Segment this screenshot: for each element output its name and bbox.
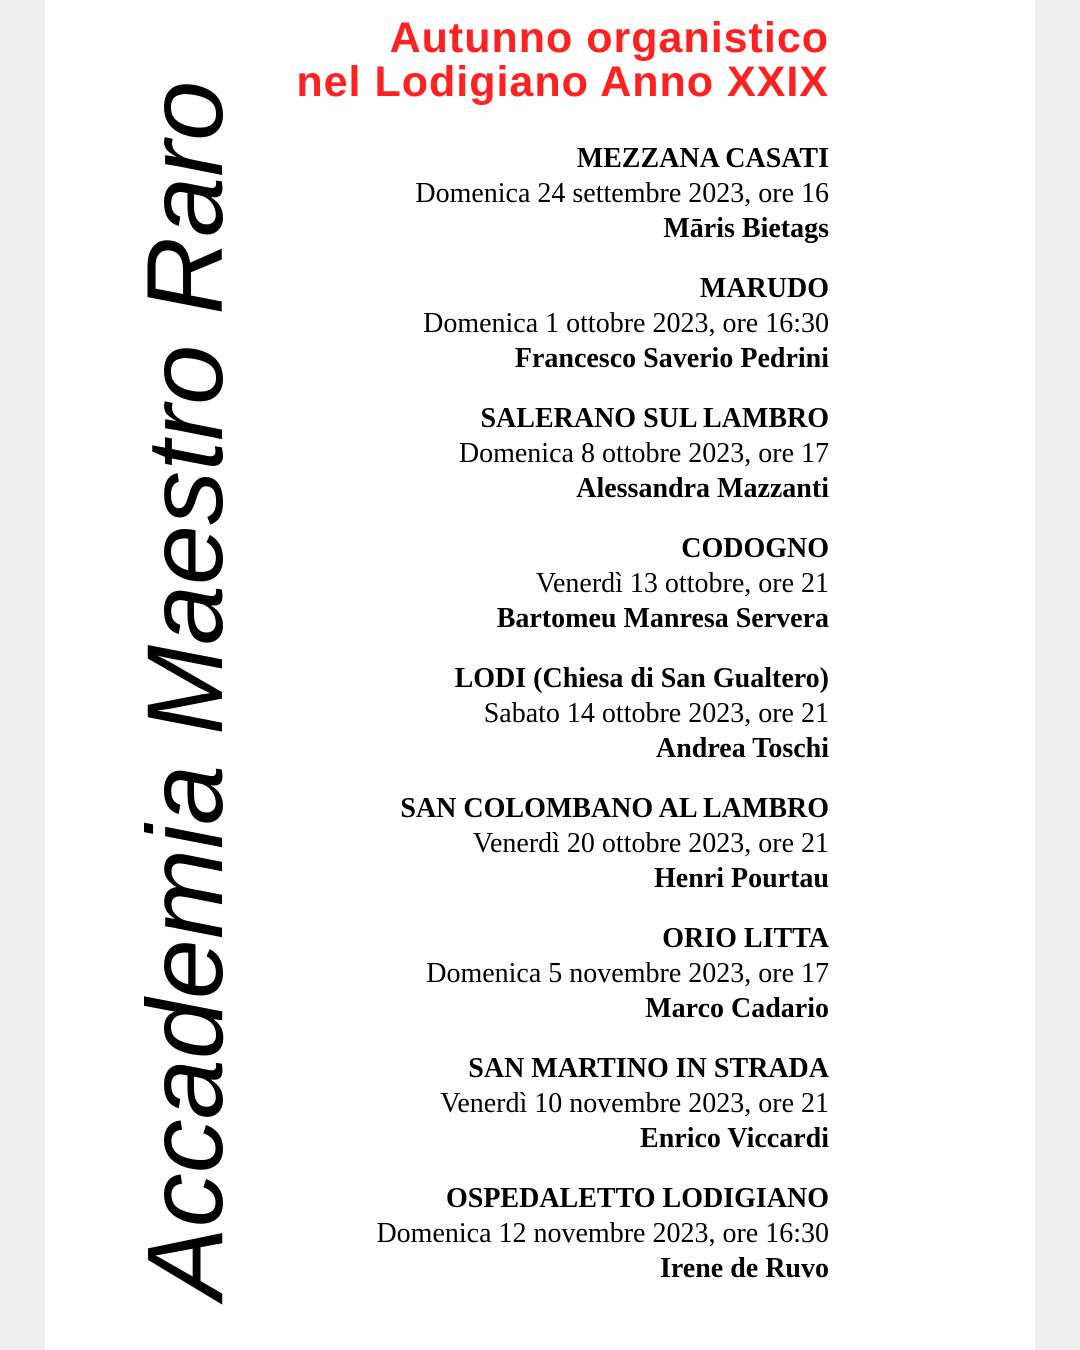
- event-performer: Alessandra Mazzanti: [576, 473, 829, 504]
- event-date: Domenica 5 novembre 2023, ore 17: [426, 958, 829, 989]
- event-performer: Andrea Toschi: [656, 733, 829, 764]
- festival-heading: [296, 16, 829, 104]
- event-place: SALERANO SUL LAMBRO: [480, 403, 829, 434]
- event-performer: Irene de Ruvo: [659, 1253, 829, 1284]
- event-item: [376, 661, 829, 791]
- event-date: Domenica 1 ottobre 2023, ore 16:30: [423, 308, 829, 339]
- event-place: LODI (Chiesa di San Gualtero): [454, 663, 829, 694]
- heading-line-1: Autunno organistico: [389, 14, 829, 62]
- event-performer: Māris Bietags: [663, 213, 829, 244]
- event-place: MARUDO: [699, 273, 829, 304]
- event-date: Venerdì 13 ottobre, ore 21: [535, 568, 829, 599]
- event-place: ORIO LITTA: [662, 923, 829, 954]
- event-performer: Francesco Saverio Pedrini: [514, 343, 829, 374]
- event-performer: Bartomeu Manresa Servera: [496, 603, 829, 634]
- event-place: SAN COLOMBANO AL LAMBRO: [400, 793, 829, 824]
- event-item: [376, 141, 829, 271]
- event-date: Domenica 8 ottobre 2023, ore 17: [458, 438, 829, 469]
- event-item: [376, 791, 829, 921]
- event-place: MEZZANA CASATI: [576, 143, 829, 174]
- event-date: Sabato 14 ottobre 2023, ore 21: [483, 698, 829, 729]
- event-item: [376, 271, 829, 401]
- event-date: Domenica 12 novembre 2023, ore 16:30: [376, 1218, 829, 1249]
- event-performer: Henri Pourtau: [654, 863, 829, 894]
- event-list: [376, 141, 829, 1311]
- event-item: [376, 531, 829, 661]
- vertical-title: Accademia Maestro Raro: [124, 80, 245, 1300]
- event-date: Venerdì 20 ottobre 2023, ore 21: [472, 828, 829, 859]
- event-item: [376, 921, 829, 1051]
- event-place: SAN MARTINO IN STRADA: [468, 1053, 829, 1084]
- poster-page: [45, 0, 1035, 1350]
- event-place: OSPEDALETTO LODIGIANO: [445, 1183, 829, 1214]
- event-performer: Marco Cadario: [645, 993, 829, 1024]
- event-item: [376, 1051, 829, 1181]
- event-item: [376, 1181, 829, 1311]
- event-place: CODOGNO: [681, 533, 829, 564]
- event-date: Domenica 24 settembre 2023, ore 16: [415, 178, 829, 209]
- event-performer: Enrico Viccardi: [640, 1123, 829, 1154]
- event-date: Venerdì 10 novembre 2023, ore 21: [440, 1088, 829, 1119]
- event-item: [376, 401, 829, 531]
- heading-line-2: nel Lodigiano Anno XXIX: [296, 58, 829, 106]
